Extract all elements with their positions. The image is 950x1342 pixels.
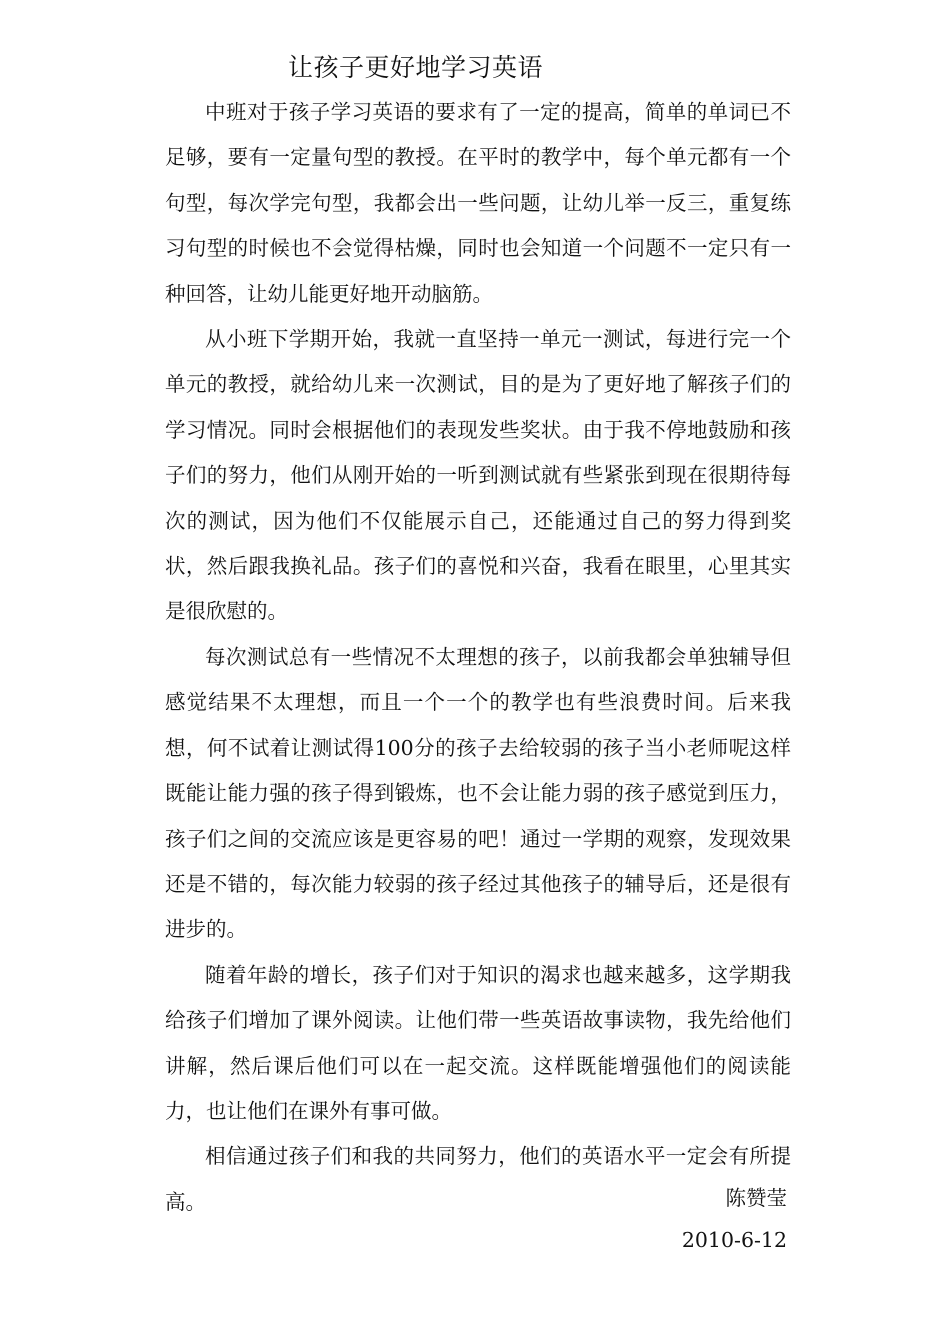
- paragraph-3: 每次测试总有一些情况不太理想的孩子，以前我都会单独辅导但感觉结果不太理想，而且一个一个的教学也有些浪费时间。后来我想，何不试着让测试得100分的孩子去给较弱的孩子当小老师呢这样既能让能力强的孩子得到锻炼，也不会让能力弱的孩子感觉到压力，孩子们之间的交流应该是更容易的吧！通过一学期的观察，发现效果还是不错的，每次能力较弱的孩子经过其他孩子的辅导后，还是很有进步的。: [165, 644, 791, 942]
- document-date: 2010-6-12: [681, 1228, 787, 1252]
- document-body: [165, 90, 791, 1225]
- paragraph-5: 相信通过孩子们和我的共同努力，他们的英语水平一定会有所提高。: [165, 1144, 791, 1214]
- paragraph-1: 中班对于孩子学习英语的要求有了一定的提高，简单的单词已不足够，要有一定量句型的教授。在平时的教学中，每个单元都有一个句型，每次学完句型，我都会出一些问题，让幼儿举一反三，重复练习句型的时候也不会觉得枯燥，同时也会知道一个问题不一定只有一种回答，让幼儿能更好地开动脑筋。: [165, 100, 791, 306]
- paragraph-2: 从小班下学期开始，我就一直坚持一单元一测试，每进行完一个单元的教授，就给幼儿来一次测试，目的是为了更好地了解孩子们的学习情况。同时会根据他们的表现发些奖状。由于我不停地鼓励和孩子们的努力，他们从刚开始的一听到测试就有些紧张到现在很期待每次的测试，因为他们不仅能展示自己，还能通过自己的努力得到奖状，然后跟我换礼品。孩子们的喜悦和兴奋，我看在眼里，心里其实是很欣慰的。: [165, 327, 791, 624]
- paragraph-4: 随着年龄的增长，孩子们对于知识的渴求也越来越多，这学期我给孩子们增加了课外阅读。让他们带一些英语故事读物，我先给他们讲解，然后课后他们可以在一起交流。这样既能增强他们的阅读能力，也让他们在课外有事可做。: [165, 962, 791, 1123]
- document-title: 让孩子更好地学习英语: [288, 53, 544, 82]
- author-signature: 陈赞莹: [725, 1186, 787, 1210]
